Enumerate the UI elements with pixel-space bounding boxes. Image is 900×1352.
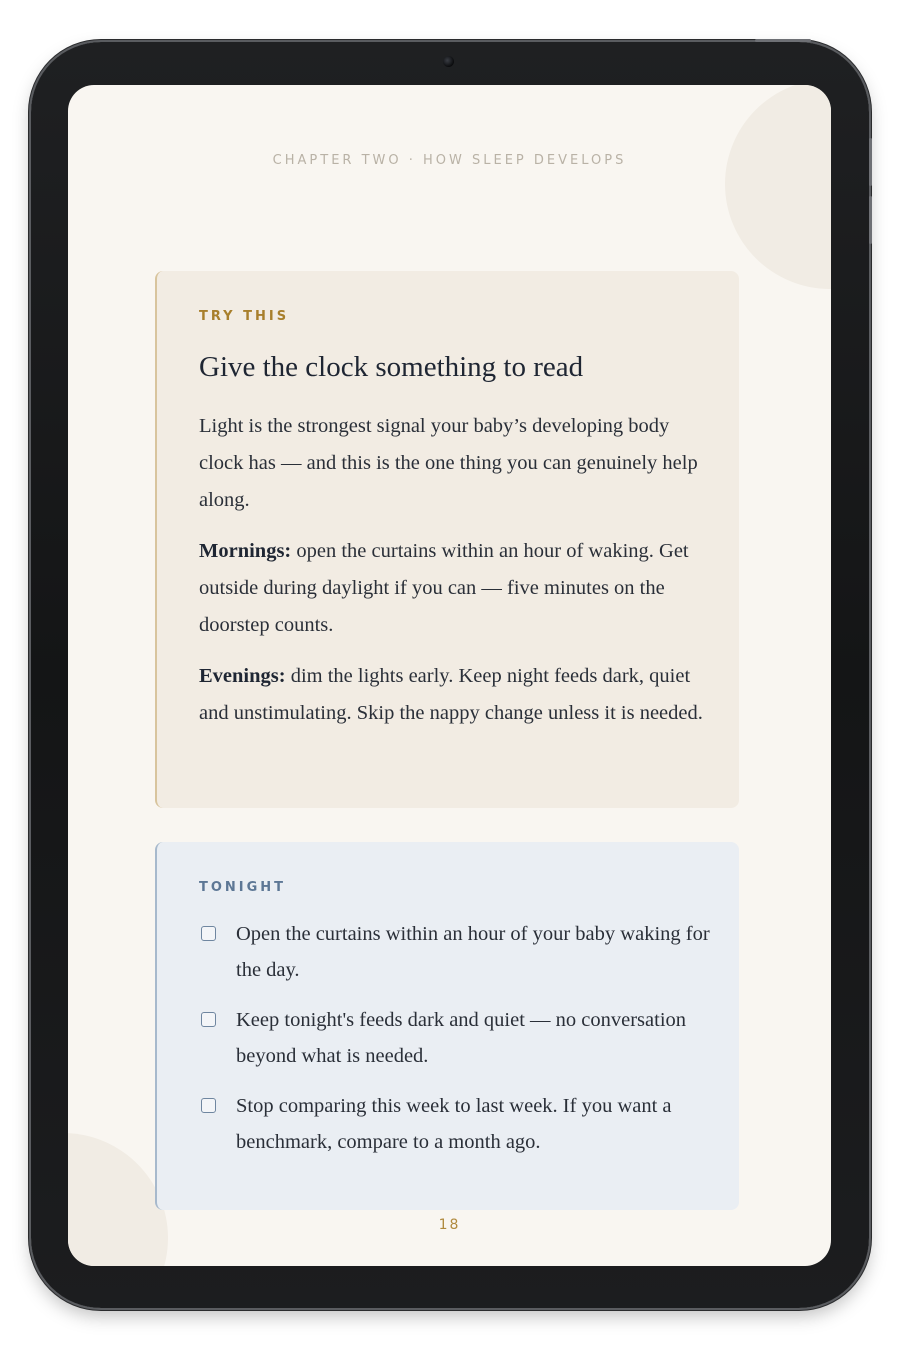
checkbox[interactable] <box>201 926 216 941</box>
tonight-card <box>155 842 739 1210</box>
ebook-screen <box>68 85 831 1266</box>
volume-down-button <box>869 196 872 244</box>
mornings-text: open the curtains within an hour of waking. Get outside during daylight if you can — five minutes on the doorstep counts. <box>199 540 689 636</box>
chapter-header: CHAPTER TWO · HOW SLEEP DEVELOPS <box>272 153 627 168</box>
page-number: 18 <box>438 1217 461 1233</box>
volume-up-button <box>869 138 872 186</box>
checklist-item-text: Keep tonight's feeds dark and quiet — no conversation beyond what is needed. <box>236 1009 687 1067</box>
evenings-label: Evenings: <box>199 665 286 687</box>
try-this-card <box>155 271 739 808</box>
power-button <box>755 39 811 42</box>
mornings-label: Mornings: <box>199 540 292 562</box>
tonight-eyebrow: TONIGHT <box>199 880 287 895</box>
try-this-intro: Light is the strongest signal your baby’s developing body clock has — and this is the one thing you can genuinely help along. <box>199 415 698 511</box>
evenings-paragraph <box>199 658 717 732</box>
mornings-paragraph <box>199 533 717 644</box>
evenings-text: dim the lights early. Keep night feeds dark, quiet and unstimulating. Skip the nappy change unless it is needed. <box>199 665 703 724</box>
decorative-circle-top <box>725 85 831 289</box>
checklist-item-text: Open the curtains within an hour of your baby waking for the day. <box>236 923 710 981</box>
try-this-title: Give the clock something to read <box>199 351 584 383</box>
try-this-eyebrow: TRY THIS <box>199 309 290 324</box>
checklist-item-text: Stop comparing this week to last week. If you want a benchmark, compare to a month ago. <box>236 1095 672 1153</box>
front-camera <box>443 56 454 67</box>
tablet-device <box>31 42 869 1308</box>
checkbox[interactable] <box>201 1098 216 1113</box>
checkbox[interactable] <box>201 1012 216 1027</box>
decorative-circle-bottom <box>68 1133 168 1266</box>
